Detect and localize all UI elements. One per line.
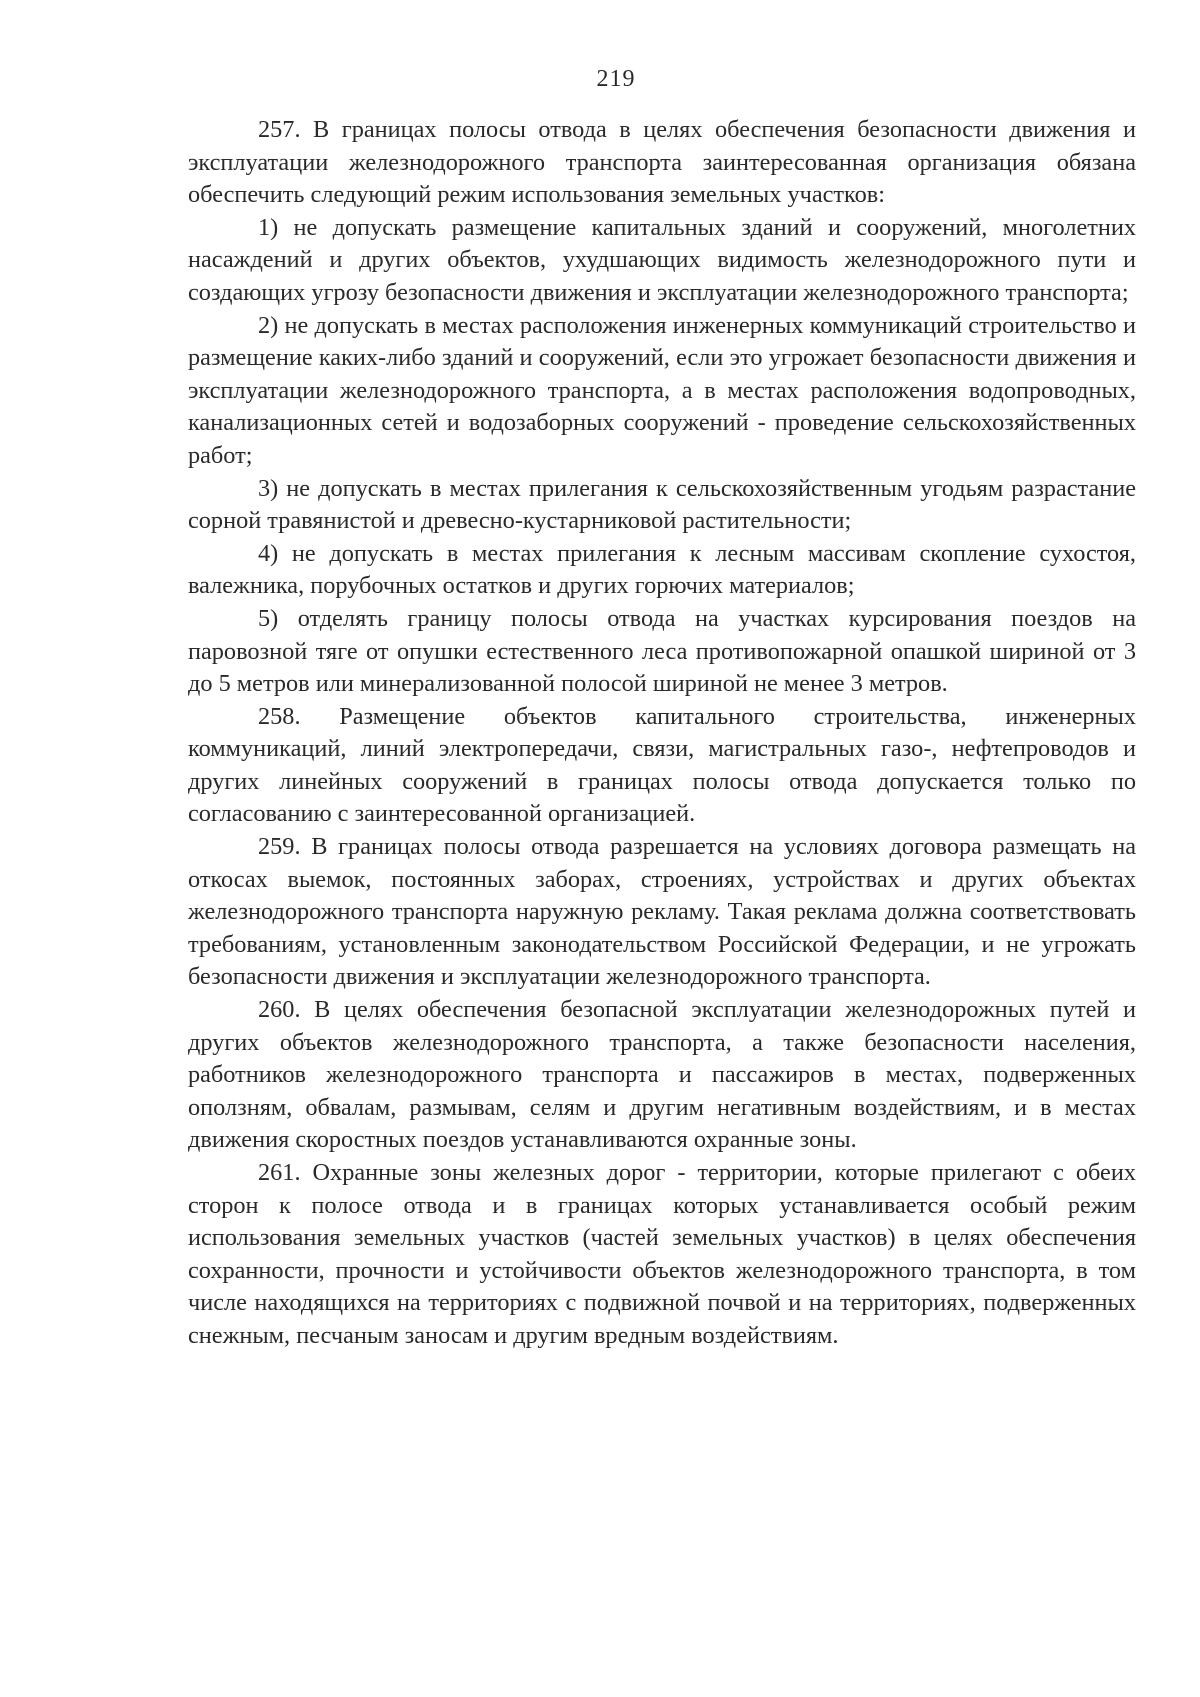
list-item-5: 5) отделять границу полосы отвода на участках курсирования поездов на паровозной тяге от опушки естественного леса противопожарной опашкой шириной от 3 до 5 метров или минерализованной полосой шириной не менее 3 метров.	[188, 604, 1136, 698]
paragraph-257: 257. В границах полосы отвода в целях обеспечения безопасности движения и эксплуатации железнодорожного транспорта заинтересованная организация обязана обеспечить следующий режим использования земельных участков:	[188, 116, 1136, 209]
document-body	[188, 114, 1136, 1353]
page-number: 219	[596, 66, 636, 92]
paragraph-258: 258. Размещение объектов капитального строительства, инженерных коммуникаций, линий электропередачи, связи, магистральных газо-, нефтепроводов и других линейных сооружений в границах полосы отвода допускается только по согласованию с заинтересованной организацией.	[188, 702, 1136, 828]
paragraph-259: 259. В границах полосы отвода разрешается на условиях договора размещать на откосах выемок, постоянных заборах, строениях, устройствах и других объектах железнодорожного транспорта наружную рекламу. Такая реклама должна соответствовать требованиям, установленным законодательством Российской Федерации, и не угрожать безопасности движения и эксплуатации железнодорожного транспорта.	[188, 833, 1136, 991]
paragraph-261: 261. Охранные зоны железных дорог - территории, которые прилегают с обеих сторон к полосе отвода и в границах которых устанавливается особый режим использования земельных участков (частей земельных участков) в целях обеспечения сохранности, прочности и устойчивости объектов железнодорожного транспорта, в том числе находящихся на территориях с подвижной почвой и на территориях, подверженных снежным, песчаным заносам и другим вредным воздействиям.	[188, 1159, 1136, 1349]
list-item-4: 4) не допускать в местах прилегания к лесным массивам скопление сухостоя, валежника, порубочных остатков и других горючих материалов;	[188, 539, 1136, 600]
list-item-1: 1) не допускать размещение капитальных зданий и сооружений, многолетних насаждений и других объектов, ухудшающих видимость железнодорожного пути и создающих угрозу безопасности движения и эксплуатации железнодорожного транспорта;	[188, 213, 1136, 306]
list-item-2: 2) не допускать в местах расположения инженерных коммуникаций строительство и размещение каких-либо зданий и сооружений, если это угрожает безопасности движения и эксплуатации железнодорожного транспорта, а в местах расположения водопроводных, канализационных сетей и водозаборных сооружений - проведение сельскохозяйственных работ;	[188, 311, 1136, 469]
paragraph-260: 260. В целях обеспечения безопасной эксплуатации железнодорожных путей и других объектов железнодорожного транспорта, а также безопасности населения, работников железнодорожного транспорта и пассажиров в местах, подверженных оползням, обвалам, размывам, селям и другим негативным воздействиям, и в местах движения скоростных поездов устанавливаются охранные зоны.	[188, 996, 1136, 1154]
list-item-3: 3) не допускать в местах прилегания к сельскохозяйственным угодьям разрастание сорной травянистой и древесно-кустарниковой растительности;	[188, 474, 1136, 535]
